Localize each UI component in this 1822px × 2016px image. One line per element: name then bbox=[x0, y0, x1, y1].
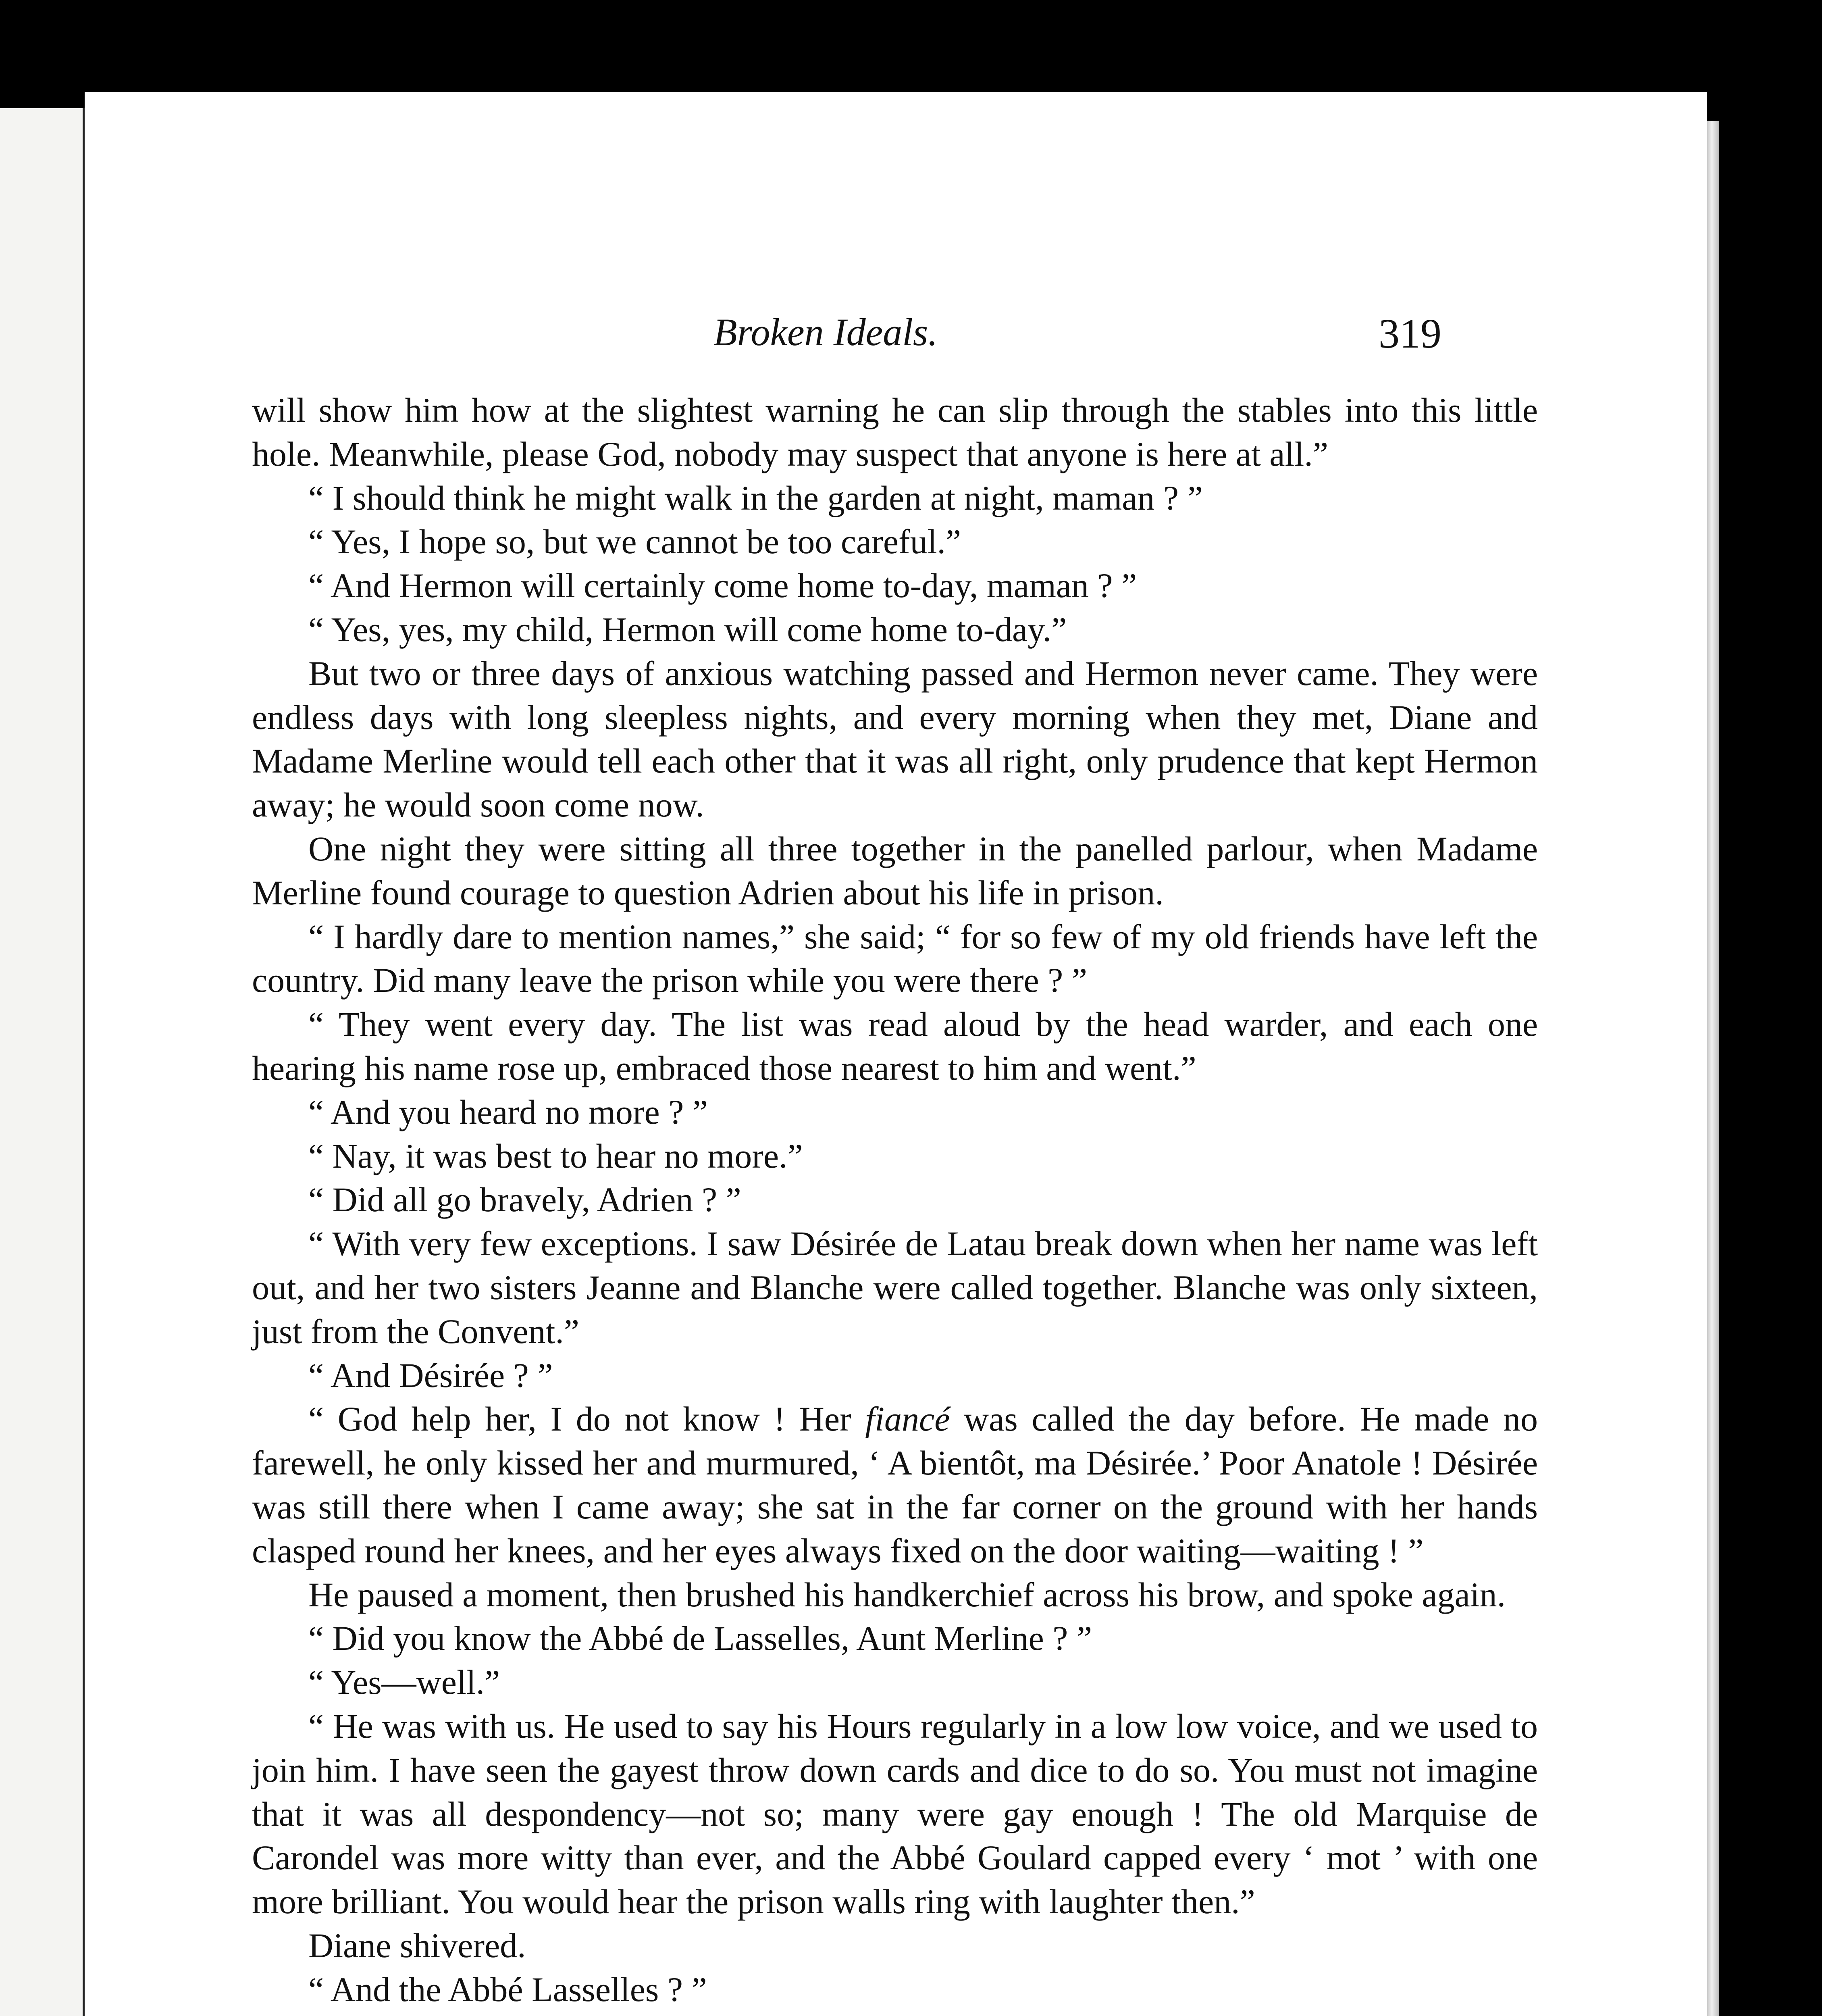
paragraph: “ Did all go bravely, Adrien ? ” bbox=[308, 1180, 741, 1219]
running-title: Broken Ideals. bbox=[713, 310, 938, 354]
paragraph: One night they were sitting all three together in the panelled parlour, when Madame Merline found courage to question Adrien about his life in prison. bbox=[252, 829, 1538, 912]
paragraph: will show him how at the slightest warning he can slip through the stables into this little hole. Meanwhile, please God, nobody may suspect that anyone is here at all.” bbox=[252, 391, 1538, 473]
paragraph: “ Yes—well.” bbox=[308, 1663, 500, 1702]
left-page-edge bbox=[0, 108, 85, 2016]
italic-word: fiancé bbox=[865, 1400, 950, 1439]
paragraph: “ And the Abbé Lasselles ? ” bbox=[308, 1970, 707, 2009]
paragraph: “ And you heard no more ? ” bbox=[308, 1092, 708, 1131]
page-number: 319 bbox=[1379, 310, 1441, 357]
paragraph: “ They went every day. The list was read aloud by the head warder, and each one hearing his name rose up, embraced those nearest to him and went.” bbox=[252, 1005, 1538, 1087]
paragraph bbox=[252, 1397, 1538, 1572]
paragraph: “ And Hermon will certainly come home to-day, maman ? ” bbox=[308, 566, 1137, 605]
paragraph: “ Did you know the Abbé de Lasselles, Aunt Merline ? ” bbox=[308, 1619, 1092, 1658]
book-page bbox=[85, 92, 1707, 2016]
paragraph: “ I hardly dare to mention names,” she said; “ for so few of my old friends have left the country. Did many leave the prison while you were there ? ” bbox=[252, 917, 1538, 1000]
paragraph: “ Yes, yes, my child, Hermon will come home to-day.” bbox=[308, 610, 1067, 649]
page-edge bbox=[1707, 121, 1719, 2016]
paragraph: “ Nay, it was best to hear no more.” bbox=[308, 1136, 803, 1175]
paragraph: “ I should think he might walk in the garden at night, maman ? ” bbox=[308, 478, 1203, 517]
running-head bbox=[85, 310, 1707, 366]
paragraph: “ With very few exceptions. I saw Désirée de Latau break down when her name was left out, and her two sisters Jeanne and Blanche were called together. Blanche was only sixteen, just from the Convent.” bbox=[252, 1224, 1538, 1351]
paragraph: He paused a moment, then brushed his handkerchief across his brow, and spoke again. bbox=[308, 1575, 1506, 1614]
paragraph: But two or three days of anxious watching passed and Hermon never came. They were endless days with long sleepless nights, and every morning when they met, Diane and Madame Merline would tell each other that it was all right, only prudence that kept Hermon away; he would soon come now. bbox=[252, 654, 1538, 825]
body-text bbox=[252, 388, 1538, 2011]
paragraph: Diane shivered. bbox=[308, 1926, 526, 1965]
paragraph-text: was called the day before. He made no farewell, he only kissed her and murmured, ‘ A bientôt, ma Désirée.’ Poor Anatole ! Désirée was still there when I came away; she sat in the far corner on the ground with her hands clasped round her knees, and her eyes always fixed on the door waiting—waiting ! ” bbox=[252, 1400, 1538, 1570]
paragraph-text: “ God help her, I do not know ! Her bbox=[308, 1400, 865, 1439]
paragraph: “ He was with us. He used to say his Hours regularly in a low low voice, and we used to join him. I have seen the gayest throw down cards and dice to do so. You must not imagine that it was all despondency—not so; many were gay enough ! The old Marquise de Carondel was more witty than ever, and the Abbé Goulard capped every ‘ mot ’ with one more brilliant. You would hear the prison walls ring with laughter then.” bbox=[252, 1706, 1538, 1921]
paragraph: “ And Désirée ? ” bbox=[308, 1356, 553, 1395]
paragraph: “ Yes, I hope so, but we cannot be too careful.” bbox=[308, 522, 961, 561]
